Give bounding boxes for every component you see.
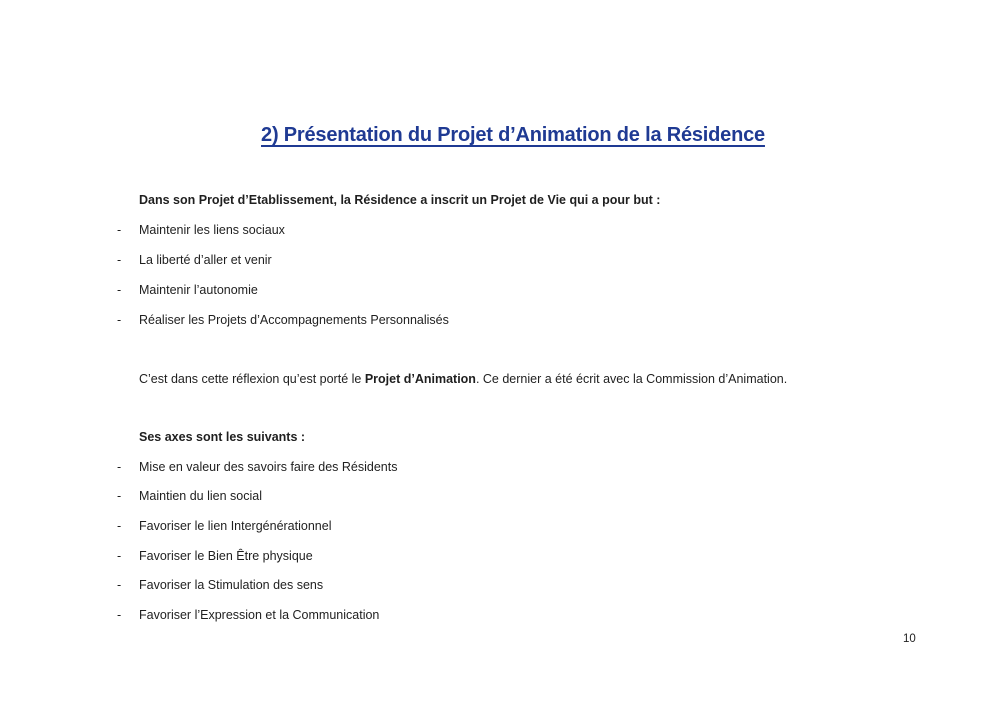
paragraph-before: C’est dans cette réflexion qu’est porté le	[139, 372, 365, 386]
list-dash: -	[117, 283, 122, 297]
list-item-text: Favoriser la Stimulation des sens	[139, 578, 324, 592]
list-dash: -	[117, 549, 122, 563]
list-item-text: Maintien du lien social	[139, 489, 262, 503]
list-item-text: Maintenir l’autonomie	[139, 283, 258, 297]
list-dash: -	[117, 253, 122, 267]
list-item-text: Maintenir les liens sociaux	[139, 223, 285, 237]
list-item-text: Favoriser le Bien Être physique	[139, 549, 313, 563]
list-item-text: Réaliser les Projets d’Accompagnements Personnalisés	[139, 313, 449, 327]
list-dash: -	[117, 489, 122, 503]
list-dash: -	[117, 608, 122, 622]
paragraph-after: . Ce dernier a été écrit avec la Commission d’Animation.	[475, 372, 788, 386]
intro-text: Dans son Projet d’Etablissement, la Résidence a inscrit un Projet de Vie qui a pour but :	[139, 193, 661, 207]
page-number: 10	[903, 633, 916, 645]
section-title: 2) Présentation du Projet d’Animation de la Résidence	[261, 124, 765, 146]
list-dash: -	[117, 313, 122, 327]
list-item-text: Favoriser l’Expression et la Communication	[139, 608, 380, 622]
axes-heading: Ses axes sont les suivants :	[139, 430, 306, 444]
list-item-text: Favoriser le lien Intergénérationnel	[139, 519, 332, 533]
list-dash: -	[117, 578, 122, 592]
list-item-text: Mise en valeur des savoirs faire des Résidents	[139, 460, 398, 474]
paragraph	[139, 372, 787, 386]
list-dash: -	[117, 519, 122, 533]
list-dash: -	[117, 223, 122, 237]
list-item-text: La liberté d’aller et venir	[139, 253, 272, 267]
paragraph-bold: Projet d’Animation	[364, 372, 476, 386]
list-dash: -	[117, 460, 122, 474]
